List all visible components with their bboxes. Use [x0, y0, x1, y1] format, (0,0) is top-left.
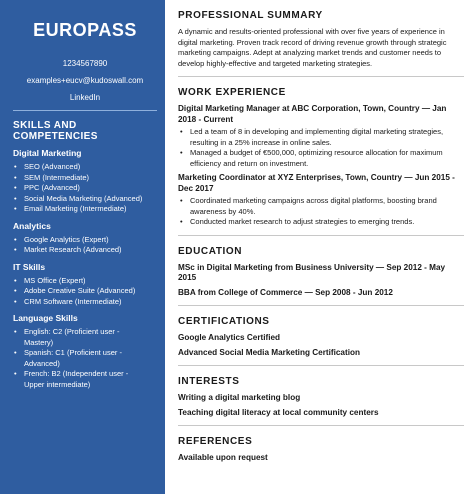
skill-item: • English: C2 (Proficient user - Mastery): [13, 327, 157, 348]
skill-list: [13, 235, 157, 256]
section-divider: [178, 76, 464, 77]
skill-group-title: IT Skills: [13, 261, 46, 272]
skill-list: [13, 162, 157, 215]
section-divider: [178, 425, 464, 426]
interests-heading: INTERESTS: [178, 376, 240, 387]
skill-item: • Google Analytics (Expert): [13, 235, 157, 246]
section-divider: [178, 235, 464, 236]
job-bullet: • Conducted market research to adjust strategies to emerging trends.: [178, 217, 464, 228]
skill-item: • MS Office (Expert): [13, 276, 157, 287]
references-heading: REFERENCES: [178, 436, 253, 447]
skill-list: [13, 327, 157, 390]
job-bullet: • Led a team of 8 in developing and implementing digital marketing strategies, resulting in a 25% increase in online sales.: [178, 127, 464, 148]
work-heading: WORK EXPERIENCE: [178, 87, 286, 98]
skill-item: • CRM Software (Intermediate): [13, 297, 157, 308]
references-text: Available upon request: [178, 453, 268, 462]
resume-name: EUROPASS: [33, 20, 137, 40]
skill-item: • SEM (Intermediate): [13, 173, 157, 184]
skill-group-title: Language Skills: [13, 313, 78, 323]
job-title: Marketing Coordinator at XYZ Enterprises, Town, Country — Jun 2015 - Dec 2017: [178, 173, 455, 193]
job-bullets: [178, 127, 464, 169]
skill-item: • Market Research (Advanced): [13, 245, 157, 256]
section-divider: [178, 305, 464, 306]
skill-group-title: Digital Marketing: [13, 148, 82, 158]
summary-text: A dynamic and results-oriented professional with over five years of experience in digital marketing. Proven track record of driving revenue growth through strategic marketing campaigns. Adept at analyzing market trends and customer needs to develop highly-effective and targeted marketing strategies.: [178, 27, 447, 68]
skills-heading: SKILLS AND COMPETENCIES: [13, 120, 98, 142]
job-bullets: [178, 196, 464, 228]
certification-item: Google Analytics Certified: [178, 333, 281, 342]
job-title: Digital Marketing Manager at ABC Corporation, Town, Country — Jan 2018 - Current: [178, 104, 447, 124]
email-address[interactable]: examples+eucv@kudoswall.com: [26, 76, 144, 85]
education-item: BBA from College of Commerce — Sep 2008 - Jun 2012: [178, 287, 393, 297]
education-item: MSc in Digital Marketing from Business University — Sep 2012 - May 2015: [178, 262, 446, 282]
education-heading: EDUCATION: [178, 245, 243, 257]
skill-item: • Spanish: C1 (Proficient user - Advanced): [13, 348, 157, 369]
summary-heading: PROFESSIONAL SUMMARY: [178, 10, 323, 21]
job-bullet: • Managed a budget of €500,000, optimizing resource allocation for maximum efficiency and return on investment.: [178, 148, 464, 169]
sidebar-divider: [13, 110, 157, 111]
job-bullet: • Coordinated marketing campaigns across digital platforms, boosting brand awareness by 40%.: [178, 196, 464, 217]
certifications-heading: CERTIFICATIONS: [178, 316, 270, 327]
interest-item: Writing a digital marketing blog: [178, 393, 301, 402]
skill-item: • French: B2 (Independent user - Upper intermediate): [13, 369, 157, 390]
skill-item: • Adobe Creative Suite (Advanced): [13, 286, 157, 297]
main-content: [165, 0, 474, 494]
skill-list: [13, 276, 157, 308]
sidebar: [0, 0, 165, 494]
section-divider: [178, 365, 464, 366]
skill-item: • SEO (Advanced): [13, 162, 157, 173]
interest-item: Teaching digital literacy at local community centers: [178, 407, 379, 417]
certification-item: Advanced Social Media Marketing Certification: [178, 347, 360, 357]
skill-group-title: Analytics: [13, 220, 51, 231]
skill-item: • Social Media Marketing (Advanced): [13, 194, 157, 205]
skill-item: • Email Marketing (Intermediate): [13, 204, 157, 215]
skill-item: • PPC (Advanced): [13, 183, 157, 194]
linkedin-link[interactable]: LinkedIn: [69, 93, 101, 102]
phone-number: 1234567890: [62, 59, 108, 68]
